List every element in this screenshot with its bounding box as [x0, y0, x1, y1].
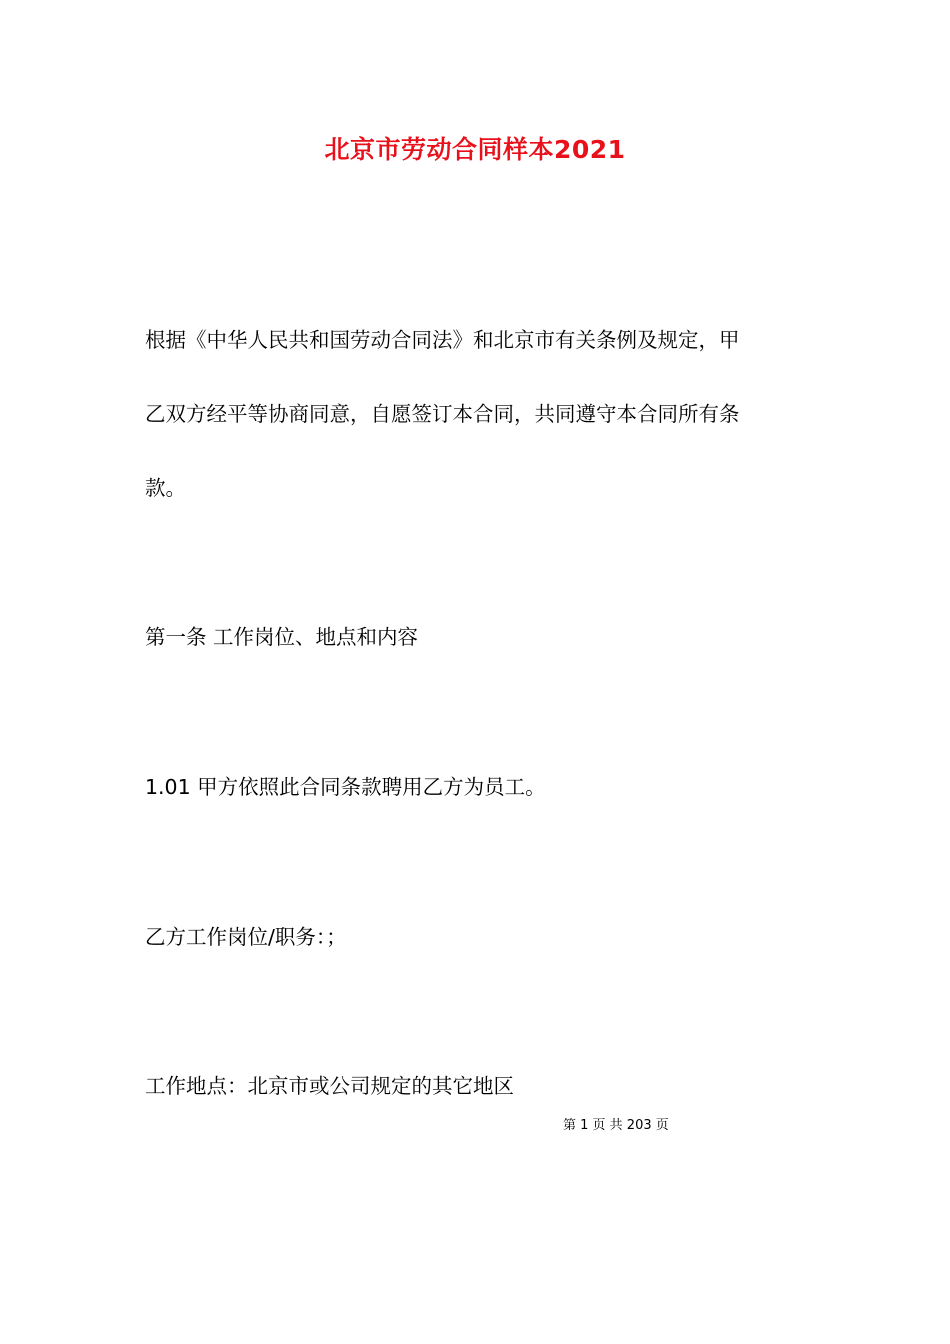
location-line: 工作地点：北京市或公司规定的其它地区: [145, 1074, 514, 1098]
position-line: 乙方工作岗位/职务：；: [145, 925, 347, 949]
clause-1-01: 1.01 甲方依照此合同条款聘用乙方为员工。: [145, 775, 546, 799]
intro-line-3: 款。: [145, 476, 186, 500]
intro-line-1: 根据《中华人民共和国劳动合同法》和北京市有关条例及规定，甲: [145, 328, 740, 352]
intro-line-2: 乙双方经平等协商同意，自愿签订本合同，共同遵守本合同所有条: [145, 402, 740, 426]
page-footer: 第 1 页 共 203 页: [563, 1118, 669, 1133]
document-title: 北京市劳动合同样本2021: [324, 135, 626, 164]
section-heading: 第一条 工作岗位、地点和内容: [145, 625, 419, 649]
